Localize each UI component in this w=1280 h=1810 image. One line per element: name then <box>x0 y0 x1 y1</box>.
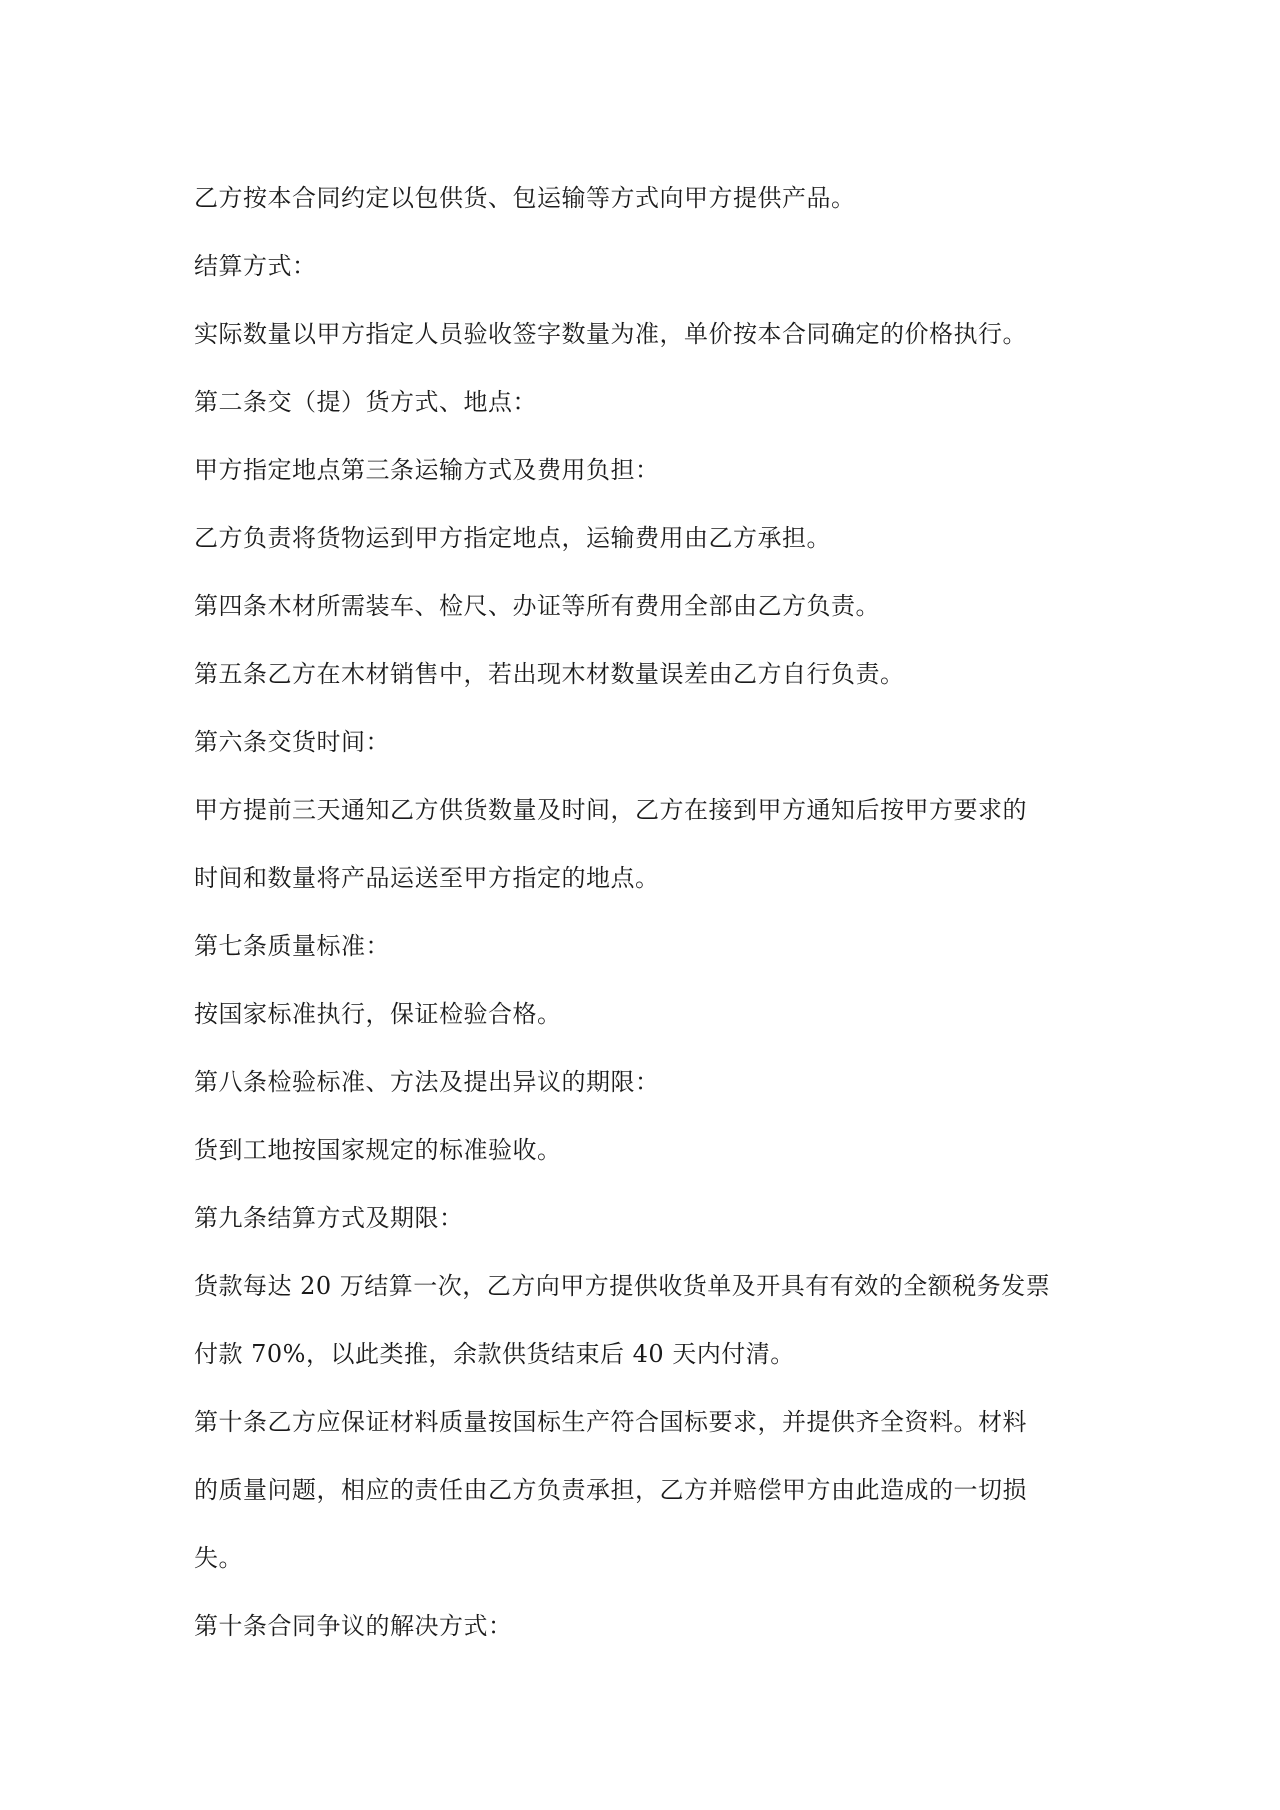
text-line: 货款每达 20 万结算一次，乙方向甲方提供收货单及开具有有效的全额税务发票 <box>194 1272 1051 1300</box>
text-line: 第二条交（提）货方式、地点： <box>194 388 537 416</box>
document-body <box>194 164 1094 1660</box>
text-line: 甲方指定地点第三条运输方式及费用负担： <box>194 456 660 484</box>
text-line: 第五条乙方在木材销售中，若出现木材数量误差由乙方自行负责。 <box>194 660 905 688</box>
text-line: 第九条结算方式及期限： <box>194 1204 464 1232</box>
text-line: 乙方负责将货物运到甲方指定地点，运输费用由乙方承担。 <box>194 524 831 552</box>
text-line: 第六条交货时间： <box>194 728 390 756</box>
text-line: 第十条合同争议的解决方式： <box>194 1612 513 1640</box>
text-line: 结算方式： <box>194 252 317 280</box>
text-line: 第十条乙方应保证材料质量按国标生产符合国标要求，并提供齐全资料。材料 <box>194 1408 1027 1436</box>
text-line: 时间和数量将产品运送至甲方指定的地点。 <box>194 864 660 892</box>
text-line: 货到工地按国家规定的标准验收。 <box>194 1136 562 1164</box>
text-line: 实际数量以甲方指定人员验收签字数量为准，单价按本合同确定的价格执行。 <box>194 320 1027 348</box>
text-line: 的质量问题，相应的责任由乙方负责承担，乙方并赔偿甲方由此造成的一切损 <box>194 1476 1027 1504</box>
text-line: 第八条检验标准、方法及提出异议的期限： <box>194 1068 660 1096</box>
text-line: 按国家标准执行，保证检验合格。 <box>194 1000 562 1028</box>
text-line: 乙方按本合同约定以包供货、包运输等方式向甲方提供产品。 <box>194 184 856 212</box>
text-line: 失。 <box>194 1544 243 1572</box>
text-line: 第四条木材所需装车、检尺、办证等所有费用全部由乙方负责。 <box>194 592 880 620</box>
text-line: 第七条质量标准： <box>194 932 390 960</box>
text-line: 付款 70%，以此类推，余款供货结束后 40 天内付清。 <box>194 1340 795 1368</box>
text-line: 甲方提前三天通知乙方供货数量及时间，乙方在接到甲方通知后按甲方要求的 <box>194 796 1027 824</box>
